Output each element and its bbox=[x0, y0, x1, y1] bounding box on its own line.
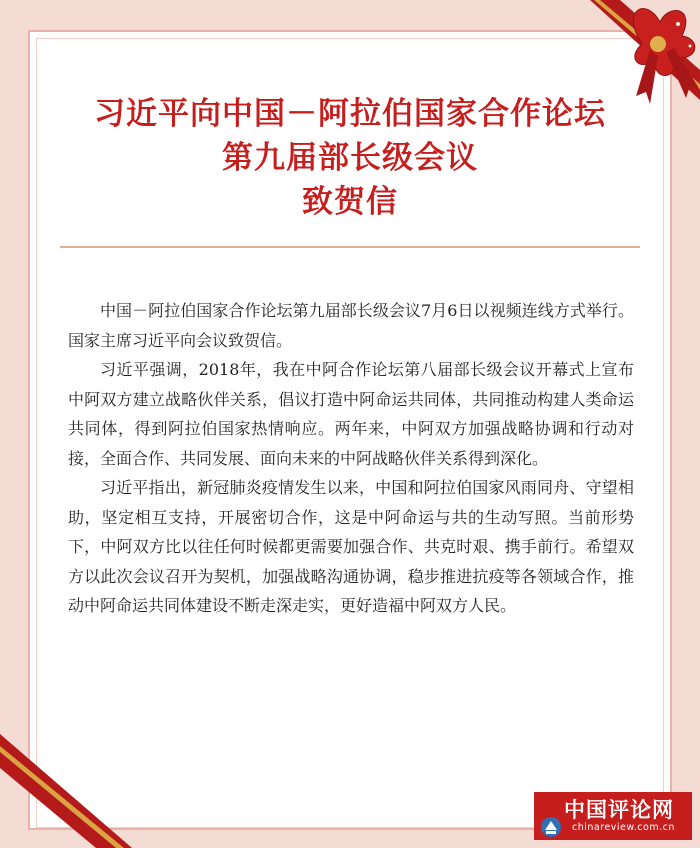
ribbon-corner-icon bbox=[0, 708, 150, 848]
headline-line-2: 第九届部长级会议 bbox=[222, 140, 478, 176]
logo-name: 中国评论网 bbox=[564, 798, 674, 822]
divider-line bbox=[60, 246, 640, 248]
article-body bbox=[68, 296, 634, 621]
site-logo[interactable] bbox=[534, 792, 692, 840]
headline-line-1: 习近平向中国－阿拉伯国家合作论坛 bbox=[94, 96, 606, 132]
paragraph-1: 中国－阿拉伯国家合作论坛第九届部长级会议7月6日以视频连线方式举行。国家主席习近平向会议致贺信。 bbox=[68, 301, 634, 350]
headline-line-3: 致贺信 bbox=[302, 184, 398, 220]
paragraph-2: 习近平强调，2018年，我在中阿合作论坛第八届部长级会议开幕式上宣布中阿双方建立战略伙伴关系，倡议打造中阿命运共同体，共同推动构建人类命运共同体，得到阿拉伯国家热情响应。两年来，中阿双方加强战略协调和行动对接，全面合作、共同发展、面向未来的中阿战略伙伴关系得到深化。 bbox=[68, 360, 634, 468]
paragraph-3: 习近平指出，新冠肺炎疫情发生以来，中国和阿拉伯国家风雨同舟、守望相助，坚定相互支持，开展密切合作，这是中阿命运与共的生动写照。当前形势下，中阿双方比以往任何时候都更需要加强合作、共克时艰、携手前行。希望双方以此次会议召开为契机，加强战略沟通协调，稳步推进抗疫等各领域合作，推动中阿命运共同体建设不断走深走实，更好造福中阿双方人民。 bbox=[68, 478, 634, 615]
logo-url: chinareview.com.cn bbox=[572, 822, 675, 833]
headline bbox=[0, 92, 700, 224]
site-emblem-icon bbox=[540, 816, 562, 838]
